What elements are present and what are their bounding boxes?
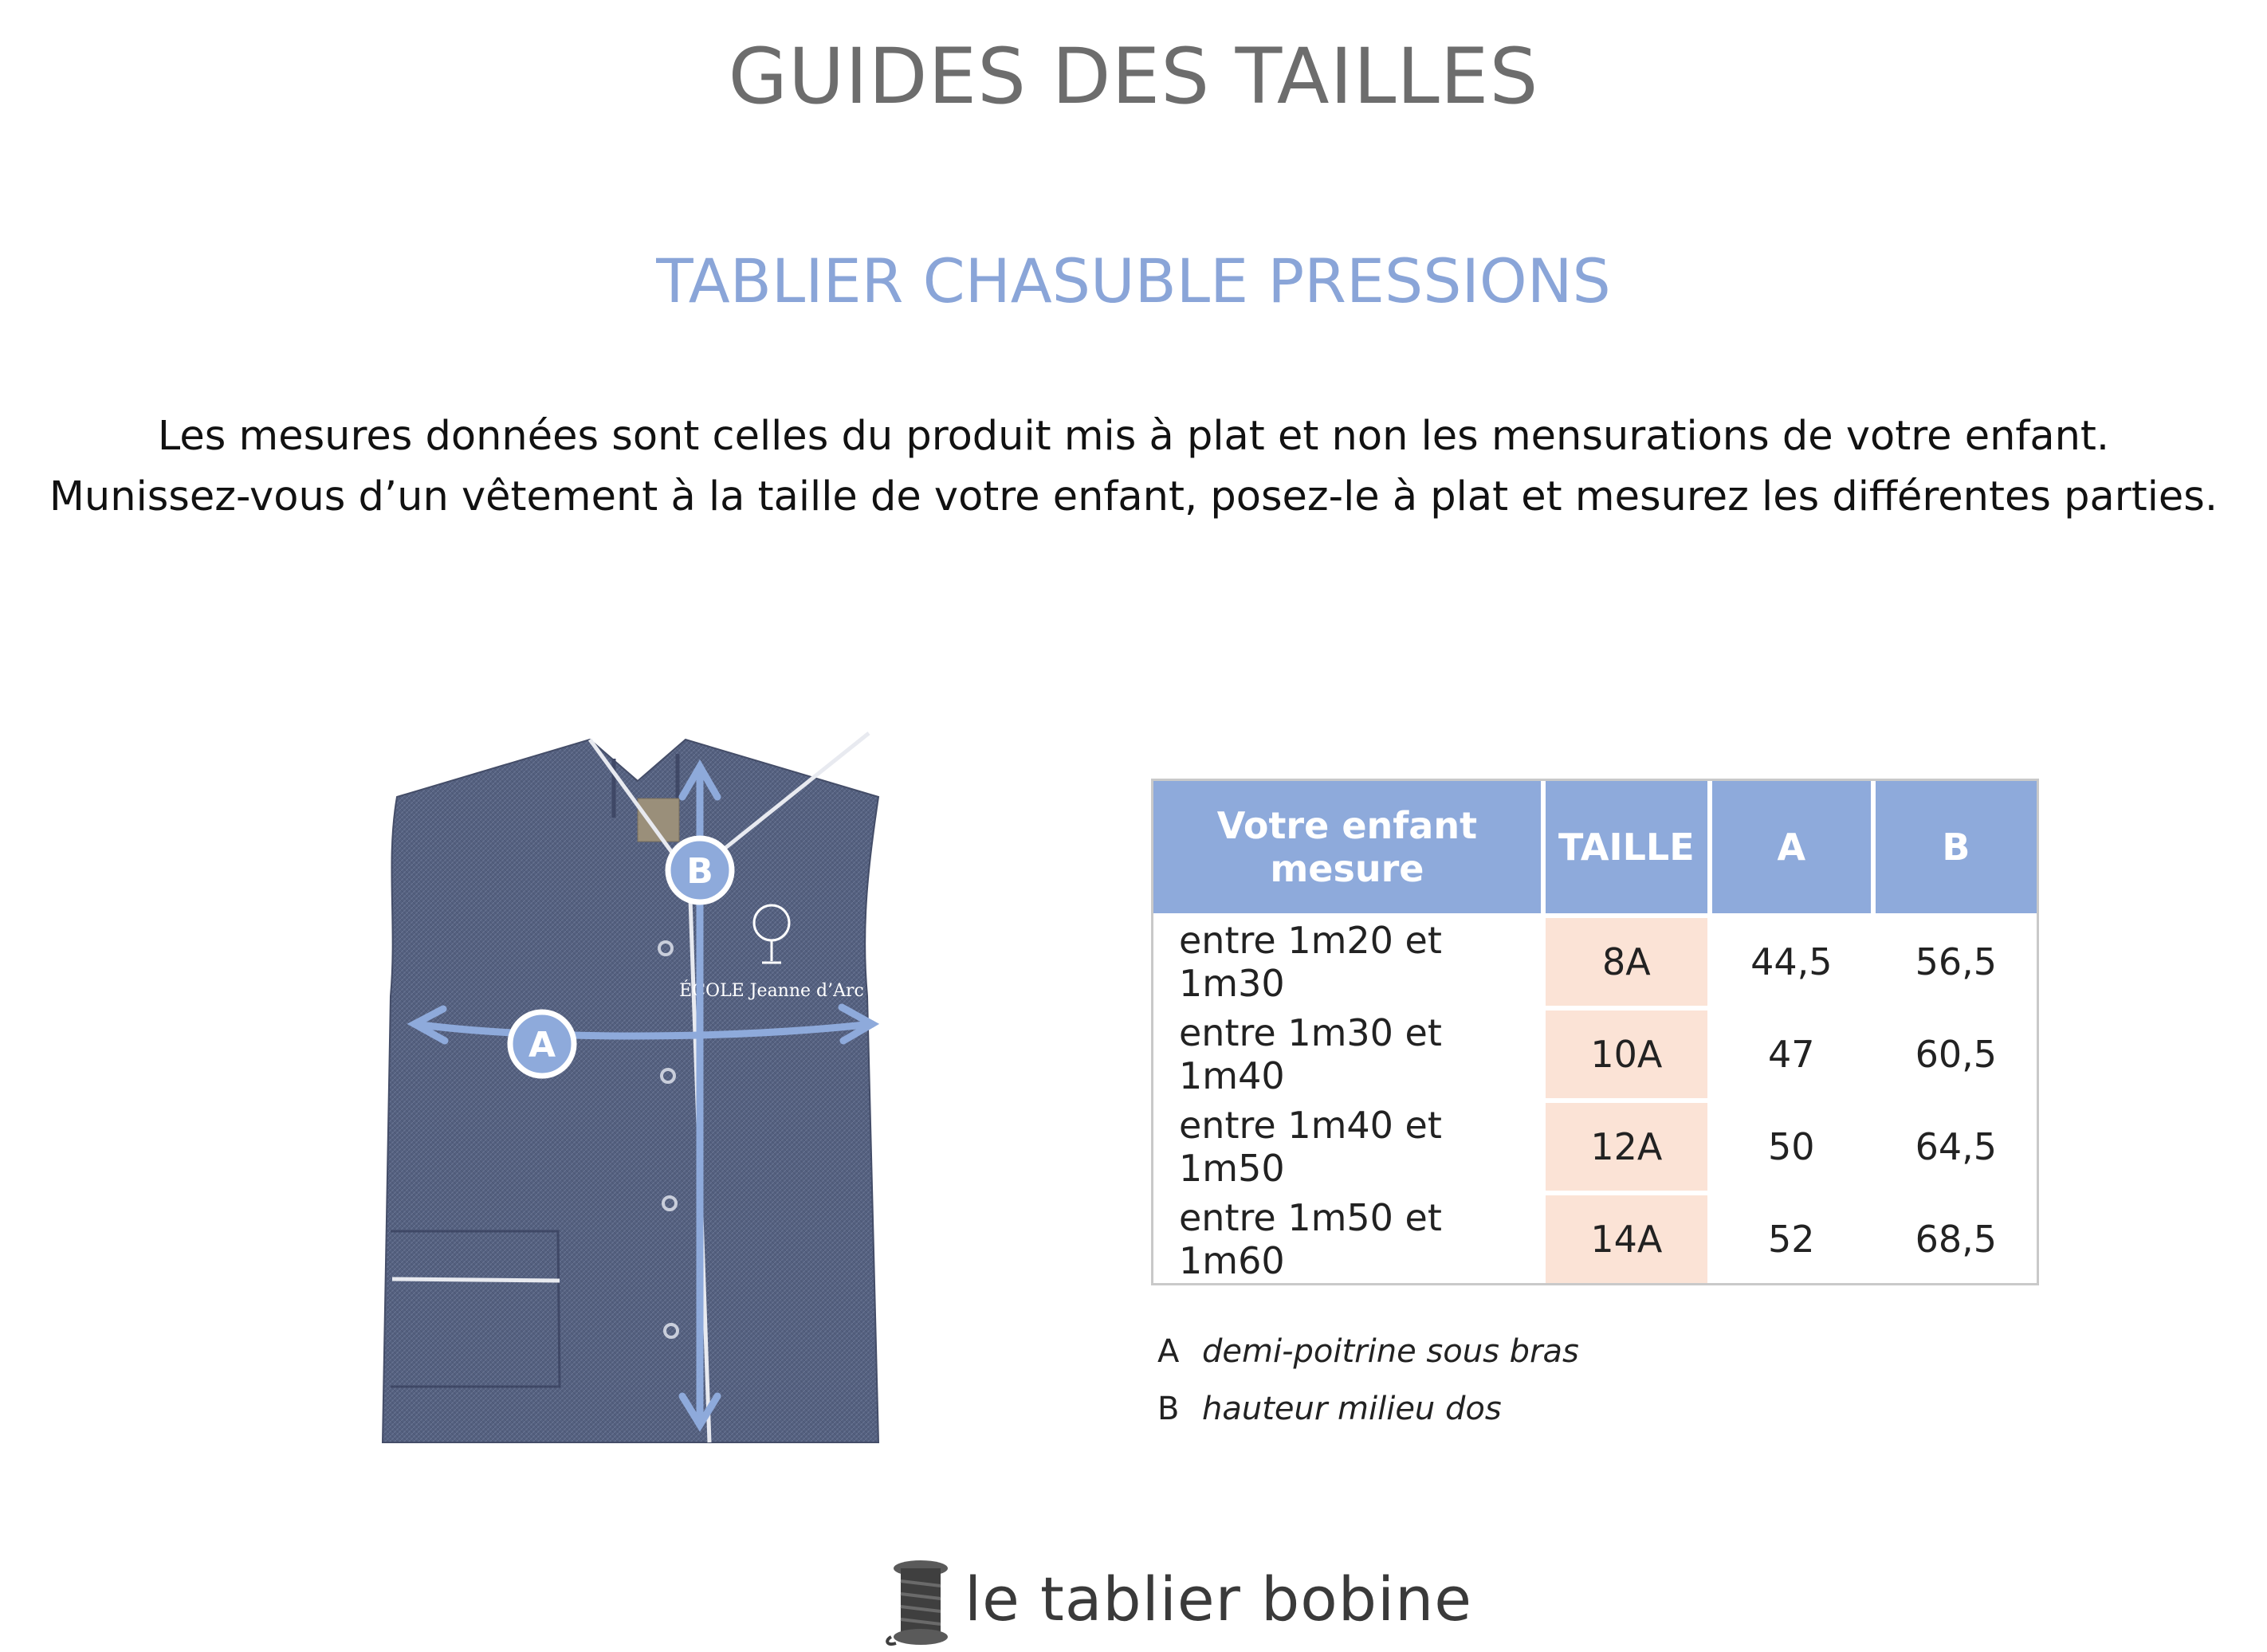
page-title: GUIDES DES TAILLES bbox=[728, 32, 1539, 121]
table-header-row bbox=[1153, 781, 2037, 918]
cell-b: 56,5 bbox=[1876, 918, 2037, 1010]
table-row bbox=[1153, 1103, 2037, 1195]
intro-text bbox=[0, 406, 2267, 528]
pocket-piping bbox=[392, 1279, 560, 1281]
col-header-size: TAILLE bbox=[1546, 781, 1712, 918]
table-row bbox=[1153, 1010, 2037, 1103]
cell-height-range: entre 1m40 et 1m50 bbox=[1153, 1103, 1546, 1195]
col-header-a: A bbox=[1712, 781, 1876, 918]
brand-logo bbox=[885, 1552, 1473, 1652]
cell-size: 12A bbox=[1546, 1103, 1712, 1195]
cell-height-range: entre 1m50 et 1m60 bbox=[1153, 1195, 1546, 1283]
legend-item bbox=[1157, 1323, 1579, 1380]
table-row bbox=[1153, 918, 2037, 1010]
cell-size: 8A bbox=[1546, 918, 1712, 1010]
cell-height-range: entre 1m20 et 1m30 bbox=[1153, 918, 1546, 1010]
cell-a: 52 bbox=[1712, 1195, 1876, 1283]
intro-line-2: Munissez-vous d’un vêtement à la taille de votre enfant, posez-le à plat et mesurez les différentes parties. bbox=[49, 473, 2218, 520]
col-header-height: Votre enfant mesure bbox=[1153, 781, 1546, 918]
legend-desc: hauteur milieu dos bbox=[1202, 1391, 1502, 1427]
size-table bbox=[1151, 779, 2039, 1285]
cell-b: 68,5 bbox=[1915, 1218, 1998, 1261]
cell-a: 44,5 bbox=[1712, 918, 1876, 1010]
cell-height-range: entre 1m30 et 1m40 bbox=[1153, 1010, 1546, 1103]
cell-size: 14A bbox=[1546, 1195, 1712, 1283]
thread-spool-icon bbox=[885, 1557, 957, 1649]
cell-b: 64,5 bbox=[1876, 1103, 2037, 1195]
legend-key: B bbox=[1157, 1391, 1180, 1427]
vest-body bbox=[383, 740, 878, 1442]
cell-a: 50 bbox=[1712, 1103, 1876, 1195]
legend-key: A bbox=[1157, 1333, 1180, 1370]
table-row bbox=[1153, 1195, 2037, 1283]
brand-name: le tablier bobine bbox=[965, 1564, 1473, 1634]
svg-text:ÉCOLE Jeanne d’Arc: ÉCOLE Jeanne d’Arc bbox=[679, 981, 864, 1001]
legend-desc: demi-poitrine sous bras bbox=[1202, 1333, 1579, 1370]
cell-size: 10A bbox=[1546, 1010, 1712, 1103]
measurement-legend bbox=[1157, 1323, 1579, 1438]
col-header-b: B bbox=[1876, 781, 2037, 918]
cell-a: 47 bbox=[1712, 1010, 1876, 1103]
product-title: TABLIER CHASUBLE PRESSIONS bbox=[656, 245, 1611, 316]
vest-measurement-diagram bbox=[375, 725, 901, 1458]
cell-b: 60,5 bbox=[1876, 1010, 2037, 1103]
badge-a-label: A bbox=[528, 1025, 556, 1065]
legend-item bbox=[1157, 1380, 1579, 1438]
intro-line-1: Les mesures données sont celles du produit mis à plat et non les mensurations de votre enfant. bbox=[157, 413, 2110, 460]
badge-b-label: B bbox=[686, 851, 713, 892]
